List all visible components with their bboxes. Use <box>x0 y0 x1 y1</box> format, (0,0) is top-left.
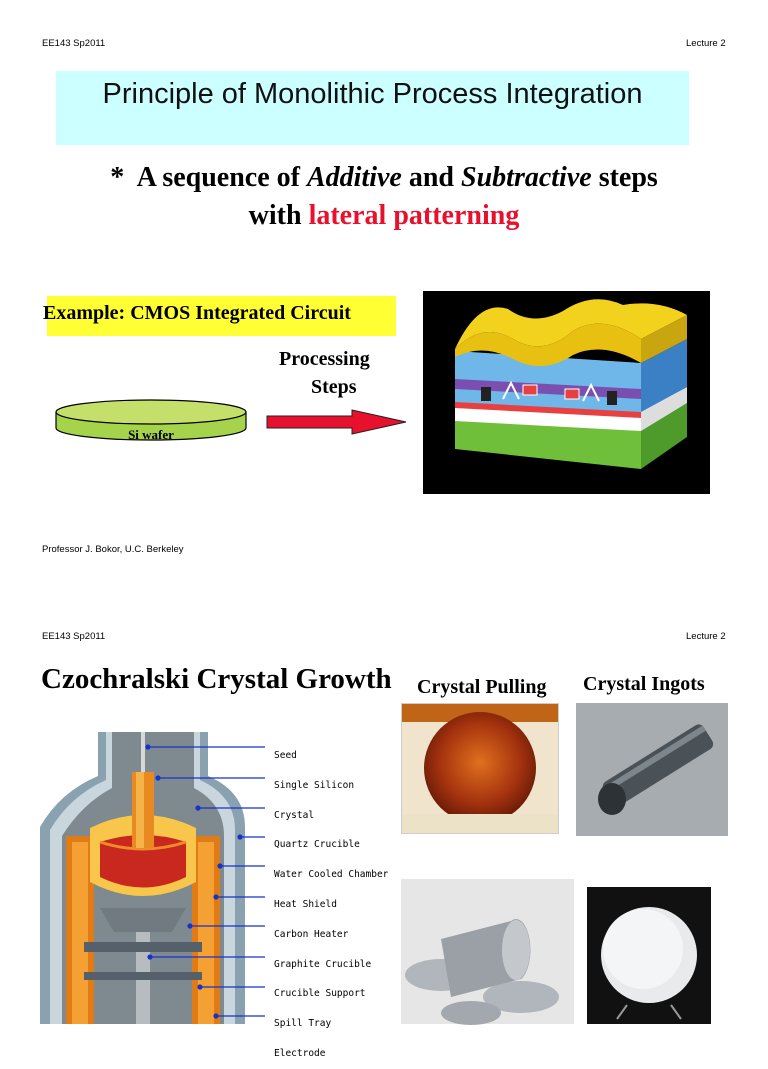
diagram-label-list <box>274 741 394 1069</box>
processing-label: Processing <box>279 348 370 370</box>
polished-wafer-photo <box>587 887 711 1024</box>
heading-text: steps <box>598 162 658 193</box>
crystal-ingot-photo <box>576 703 728 836</box>
silicon-wafers-photo <box>401 879 574 1024</box>
label-spill-tray: Spill Tray <box>274 1018 332 1030</box>
crystal-pulling-label: Crystal Pulling <box>417 676 547 698</box>
course-code: EE143 Sp2011 <box>42 631 106 642</box>
crystal-ingots-label: Crystal Ingots <box>583 673 705 695</box>
heading-text: with <box>248 200 302 231</box>
slide-footer: Professor J. Bokor, U.C. Berkeley <box>42 544 184 555</box>
label-water-cooled-chamber: Water Cooled Chamber <box>274 869 389 881</box>
page-title: Principle of Monolithic Process Integration <box>102 78 643 110</box>
crystal-pulling-photo <box>401 703 559 834</box>
lecture-number: Lecture 2 <box>686 38 726 49</box>
label-electrode: Electrode <box>274 1047 326 1059</box>
lecture-number: Lecture 2 <box>686 631 726 642</box>
slide-title: Czochralski Crystal Growth <box>41 663 392 695</box>
label-single-silicon-crystal: Single Silicon Crystal <box>274 779 355 821</box>
label-heat-shield: Heat Shield <box>274 898 337 910</box>
subtractive-word: Subtractive <box>461 162 592 193</box>
heading-line-1 <box>0 162 768 194</box>
wafer-label: Si wafer <box>128 427 174 442</box>
lateral-patterning-text: lateral patterning <box>308 200 520 231</box>
label-carbon-heater: Carbon Heater <box>274 928 349 940</box>
heading-line-2 <box>0 200 768 232</box>
arrow-icon <box>266 408 410 436</box>
label-graphite-crucible: Graphite Crucible <box>274 958 372 970</box>
example-highlight <box>43 296 396 336</box>
label-crucible-support: Crucible Support <box>274 988 366 1000</box>
heading-text: A sequence of <box>136 162 300 193</box>
label-seed: Seed <box>274 750 297 761</box>
cmos-cross-section-image <box>423 291 710 494</box>
course-code: EE143 Sp2011 <box>42 38 106 49</box>
title-banner <box>56 71 689 145</box>
heading-text: and <box>408 162 455 193</box>
label-quartz-crucible: Quartz Crucible <box>274 839 360 851</box>
czochralski-furnace-diagram <box>40 732 265 1024</box>
additive-word: Additive <box>306 162 402 193</box>
example-label: Example: CMOS Integrated Circuit <box>43 302 351 324</box>
si-wafer <box>54 398 248 450</box>
bullet-star: * <box>110 162 125 193</box>
steps-label: Steps <box>311 376 357 398</box>
